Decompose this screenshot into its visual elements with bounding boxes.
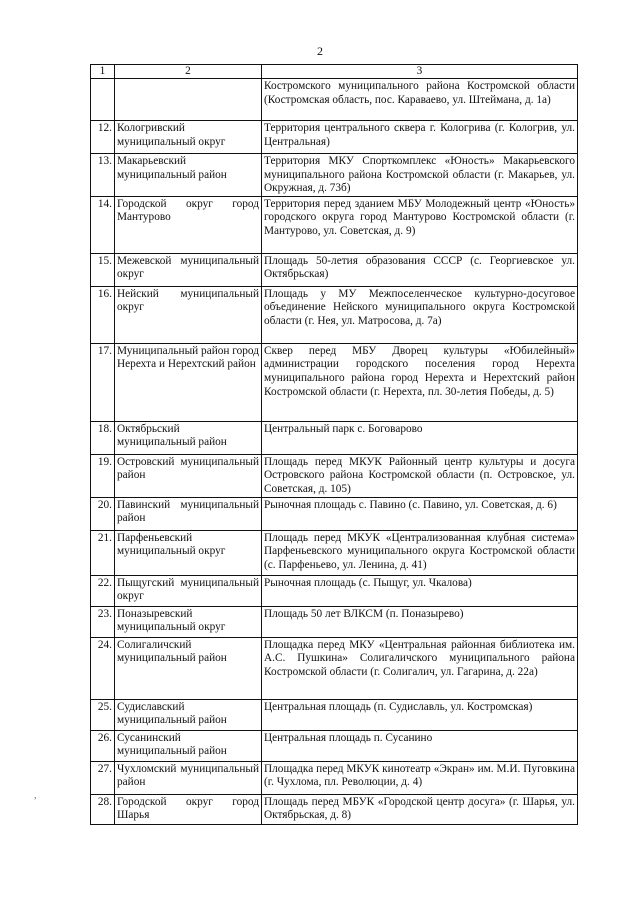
row-number: 24. bbox=[91, 637, 115, 699]
venue-location: Центральная площадь п. Сусанино bbox=[262, 730, 578, 761]
venue-location: Территория центрального сквера г. Кологрива (г. Кологрив, ул. Центральная) bbox=[262, 121, 578, 154]
table-row bbox=[91, 253, 578, 286]
venues-table-body bbox=[91, 65, 578, 825]
table-row bbox=[91, 421, 578, 454]
page-number: 2 bbox=[317, 44, 323, 58]
table-row bbox=[91, 154, 578, 197]
venue-location: Площадь перед МБУК «Городской центр досуга» (г. Шарья, ул. Октябрьская, д. 8) bbox=[262, 794, 578, 824]
district-name: Межевской муниципальный округ bbox=[115, 253, 262, 286]
district-name: Павинский муниципальный район bbox=[115, 497, 262, 530]
table-row bbox=[91, 497, 578, 530]
table-row bbox=[91, 196, 578, 253]
venue-location: Центральный парк с. Боговарово bbox=[262, 421, 578, 454]
venue-location: Территория перед зданием МБУ Молодежный центр «Юность» городского округа город Мантурово Костромской области (г. Мантурово, ул. Советская, д. 9) bbox=[262, 196, 578, 253]
district-name: Судиславский муниципальный район bbox=[115, 699, 262, 730]
district-name: Муниципальный район город Нерехта и Нерехтский район bbox=[115, 343, 262, 421]
row-number: 20. bbox=[91, 497, 115, 530]
district-name: Парфеньевский муниципальный округ bbox=[115, 530, 262, 575]
row-number: 23. bbox=[91, 606, 115, 637]
district-name: Поназыревский муниципальный округ bbox=[115, 606, 262, 637]
venue-location: Рыночная площадь (с. Пыщуг, ул. Чкалова) bbox=[262, 575, 578, 606]
district-name: Городской округ город Шарья bbox=[115, 794, 262, 824]
table-row bbox=[91, 79, 578, 121]
header-row bbox=[91, 65, 578, 79]
district-name: Нейский муниципальный округ bbox=[115, 286, 262, 343]
venue-location: Площадь перед МКУК Районный центр культуры и досуга Островского района Костромской области (п. Островское, ул. Советская, д. 105) bbox=[262, 454, 578, 497]
venue-location: Площадь у МУ Межпоселенческое культурно-досуговое объединение Нейского муниципального округа Костромской области (г. Нея, ул. Матросова, д. 7а) bbox=[262, 286, 578, 343]
row-number: 18. bbox=[91, 421, 115, 454]
district-name: Сусанинский муниципальный район bbox=[115, 730, 262, 761]
header-col-3: 3 bbox=[262, 65, 578, 79]
row-number: 15. bbox=[91, 253, 115, 286]
district-name bbox=[115, 79, 262, 121]
row-number: 17. bbox=[91, 343, 115, 421]
venues-table bbox=[90, 64, 578, 825]
table-row bbox=[91, 730, 578, 761]
row-number: 22. bbox=[91, 575, 115, 606]
row-number bbox=[91, 79, 115, 121]
venue-location: Площадь 50 лет ВЛКСМ (п. Поназырево) bbox=[262, 606, 578, 637]
venue-location: Территория МКУ Спорткомплекс «Юность» Макарьевского муниципального района Костромской области (г. Макарьев, ул. Окружная, д. 73б) bbox=[262, 154, 578, 197]
venue-location: Рыночная площадь с. Павино (с. Павино, ул. Советская, д. 6) bbox=[262, 497, 578, 530]
district-name: Октябрьский муниципальный район bbox=[115, 421, 262, 454]
venue-location: Сквер перед МБУ Дворец культуры «Юбилейный» администрации городского поселения город Нерехта муниципального района город Нерехта и Нерехтский район Костромской области (г. Нерехта, пл. 30-летия Победы, д. 5) bbox=[262, 343, 578, 421]
district-name: Кологривский муниципальный округ bbox=[115, 121, 262, 154]
table-row bbox=[91, 121, 578, 154]
margin-mark: , bbox=[34, 790, 37, 801]
table-row bbox=[91, 286, 578, 343]
header-col-1: 1 bbox=[91, 65, 115, 79]
table-row bbox=[91, 530, 578, 575]
row-number: 12. bbox=[91, 121, 115, 154]
row-number: 13. bbox=[91, 154, 115, 197]
row-number: 27. bbox=[91, 761, 115, 794]
district-name: Островский муниципальный район bbox=[115, 454, 262, 497]
district-name: Городской округ город Мантурово bbox=[115, 196, 262, 253]
row-number: 16. bbox=[91, 286, 115, 343]
table-row bbox=[91, 761, 578, 794]
table-row bbox=[91, 699, 578, 730]
district-name: Пыщугский муниципальный округ bbox=[115, 575, 262, 606]
table-row bbox=[91, 454, 578, 497]
venue-location: Площадка перед МКУК кинотеатр «Экран» им. М.И. Пуговкина (г. Чухлома, пл. Революции, д. 4) bbox=[262, 761, 578, 794]
table-row bbox=[91, 343, 578, 421]
district-name: Чухломский муниципальный район bbox=[115, 761, 262, 794]
table-row bbox=[91, 794, 578, 824]
row-number: 26. bbox=[91, 730, 115, 761]
table-row bbox=[91, 606, 578, 637]
venue-location: Центральная площадь (п. Судиславль, ул. Костромская) bbox=[262, 699, 578, 730]
district-name: Солигаличский муниципальный район bbox=[115, 637, 262, 699]
row-number: 19. bbox=[91, 454, 115, 497]
table-row bbox=[91, 637, 578, 699]
venue-location: Площадка перед МКУ «Центральная районная библиотека им. А.С. Пушкина» Солигаличского муниципального района Костромской области (г. Солигалич, ул. Гагарина, д. 22а) bbox=[262, 637, 578, 699]
venue-location: Костромского муниципального района Костромской области (Костромская область, пос. Караваево, ул. Штеймана, д. 1а) bbox=[262, 79, 578, 121]
district-name: Макарьевский муниципальный район bbox=[115, 154, 262, 197]
row-number: 21. bbox=[91, 530, 115, 575]
venue-location: Площадь перед МКУК «Централизованная клубная система» Парфеньевского муниципального округа Костромской области (с. Парфеньево, ул. Ленина, д. 41) bbox=[262, 530, 578, 575]
row-number: 25. bbox=[91, 699, 115, 730]
header-col-2: 2 bbox=[115, 65, 262, 79]
row-number: 28. bbox=[91, 794, 115, 824]
table-row bbox=[91, 575, 578, 606]
row-number: 14. bbox=[91, 196, 115, 253]
venue-location: Площадь 50-летия образования СССР (с. Георгиевское ул. Октябрьская) bbox=[262, 253, 578, 286]
